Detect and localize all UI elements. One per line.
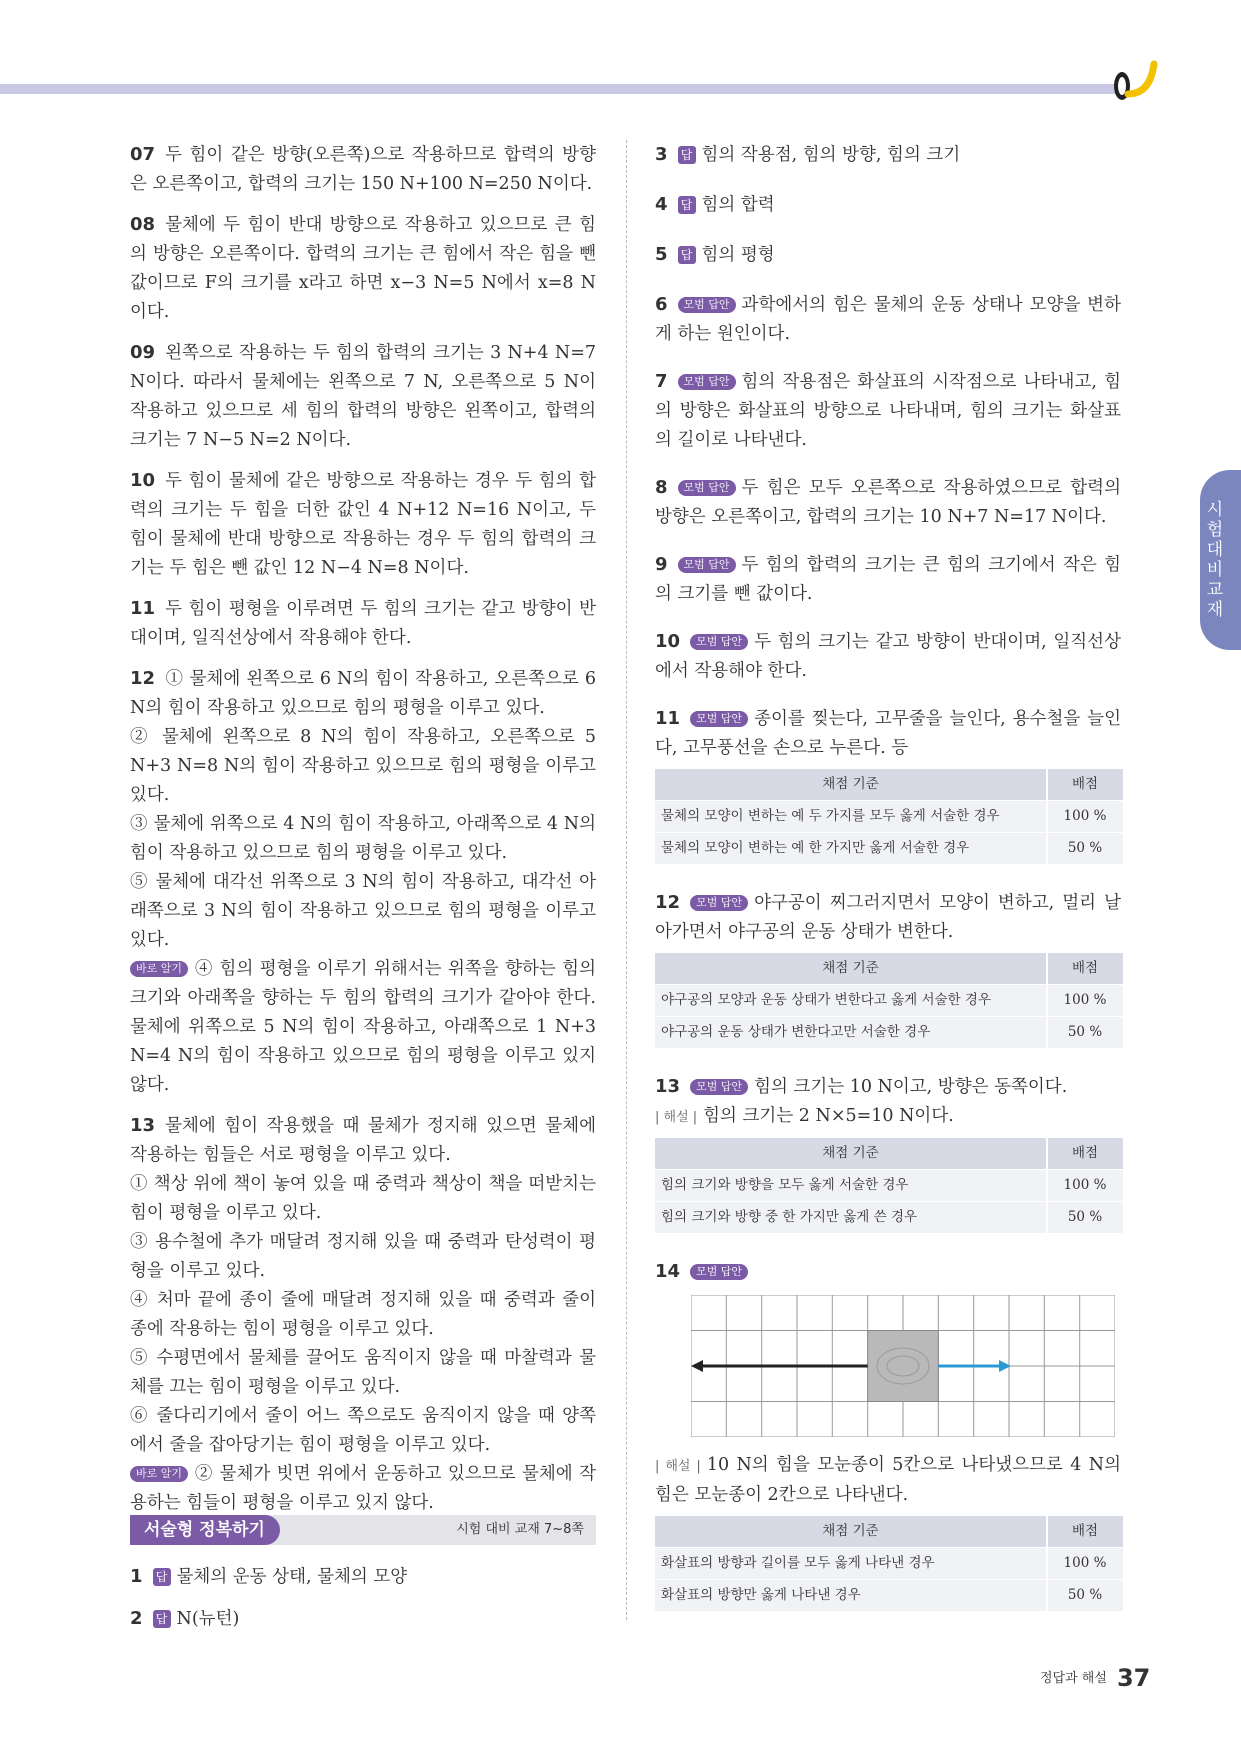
section-header [130, 1515, 596, 1545]
column-divider [626, 140, 627, 1620]
answer-13-right: 13 모범 답안 힘의 크기는 10 N이고, 방향은 동쪽이다. | 해설 | 힘의 크기는 2 N×5=10 N이다. [655, 1076, 1068, 1126]
answer-07: 07 두 힘이 같은 방향(오른쪽)으로 작용하므로 합력의 방향은 오른쪽이고, 합력의 크기는 150 N+100 N=250 N이다. [130, 144, 596, 194]
header-bar [0, 84, 1118, 94]
seosul-answers [130, 1562, 596, 1634]
scoring-table: 채점 기준 배점 물체의 모양이 변하는 예 두 가지를 모두 옳게 서술한 경우 100 % 물체의 모양이 변하는 예 한 가지만 옳게 서술한 경우 50 % [655, 769, 1123, 864]
seosul-answer-2: 2 답 N(뉴턴) [130, 1608, 240, 1629]
answer-5: 5 답 힘의 평형 [655, 244, 775, 265]
answer-9: 9 모범 답안 두 힘의 합력의 크기는 큰 힘의 크기에서 작은 힘의 크기를 뺀 값이다. [655, 554, 1121, 604]
left-column [130, 140, 596, 1529]
table-row: 힘의 크기와 방향을 모두 옳게 서술한 경우 100 % [655, 1170, 1123, 1202]
answer-7: 7 모범 답안 힘의 작용점은 화살표의 시작점으로 나타내고, 힘의 방향은 화살표의 방향으로 나타내며, 힘의 크기는 화살표의 길이로 나타낸다. [655, 371, 1121, 450]
correction-badge: 바로 알기 [130, 1466, 188, 1482]
answer-14-explanation: | 해설 | 10 N의 힘을 모눈종이 5칸으로 나타냈으므로 4 N의 힘은 모눈종이 2칸으로 나타낸다. [655, 1455, 1122, 1505]
answer-11-right: 11 모범 답안 종이를 찢는다, 고무줄을 늘인다, 용수철을 늘인다, 고무풍선을 손으로 누른다. 등 [655, 708, 1121, 758]
answer-14-right: 14 모범 답안 [655, 1257, 1121, 1287]
right-column [655, 140, 1121, 1635]
page-footer [1040, 1664, 1150, 1692]
scoring-table: 채점 기준 배점 힘의 크기와 방향을 모두 옳게 서술한 경우 100 % 힘의 크기와 방향 중 한 가지만 옳게 쓴 경우 50 % [655, 1138, 1123, 1233]
table-row: 화살표의 방향만 옳게 나타낸 경우 50 % [655, 1580, 1123, 1612]
page-number: 37 [1116, 1664, 1151, 1692]
table-row: 야구공의 모양과 운동 상태가 변한다고 옳게 서술한 경우 100 % [655, 985, 1123, 1017]
force-arrow-diagram [691, 1295, 1115, 1437]
answer-3: 3 답 힘의 작용점, 힘의 방향, 힘의 크기 [655, 144, 961, 165]
table-row: 물체의 모양이 변하는 예 한 가지만 옳게 서술한 경우 50 % [655, 833, 1123, 865]
answer-6: 6 모범 답안 과학에서의 힘은 물체의 운동 상태나 모양을 변하게 하는 원인이다. [655, 294, 1121, 344]
logo-icon [1110, 58, 1170, 108]
section-reference: 시험 대비 교재 7~8쪽 [456, 1522, 584, 1537]
table-row: 야구공의 운동 상태가 변한다고만 서술한 경우 50 % [655, 1017, 1123, 1049]
answer-12: 12 ① 물체에 왼쪽으로 6 N의 힘이 작용하고, 오른쪽으로 6 N의 힘이 작용하고 있으므로 힘의 평형을 이루고 있다. ② 물체에 왼쪽으로 8 N의 힘이 작용하고, 오른쪽으로 5 N+3 N=8 N의 힘이 작용하고 있으므로 힘의 평형을 이루고 있다. ③ 물체에 위쪽으로 4 N의 힘이 작용하고, 아래쪽으로 4 N의 힘이 작용하고 있으므로 힘의 평형을 이루고 있다. ⑤ 물체에 대각선 위쪽으로 3 N의 힘이 작용하고, 대각선 아래쪽으로 3 N의 힘이 작용하고 있으므로 힘의 평형을 이루고 있다. 바로 알기 ④ 힘의 평형을 이루기 위해서는 위쪽을 향하는 힘의 크기와 아래쪽을 향하는 두 힘의 합력의 크기가 같아야 한다. 물체에 위쪽으로 5 N의 힘이 작용하고, 아래쪽으로 1 N+3 N=4 N의 힘이 작용하고 있으므로 힘의 평형을 이루고 있지 않다. [130, 668, 596, 1095]
correction-badge: 바로 알기 [130, 961, 188, 977]
section-title: 서술형 정복하기 [130, 1515, 280, 1545]
table-row: 물체의 모양이 변하는 예 두 가지를 모두 옳게 서술한 경우 100 % [655, 801, 1123, 833]
answer-10: 10 모범 답안 두 힘의 크기는 같고 방향이 반대이며, 일직선상에서 작용해야 한다. [655, 631, 1121, 681]
answer-11: 11 두 힘이 평형을 이루려면 두 힘의 크기는 같고 방향이 반대이며, 일직선상에서 작용해야 한다. [130, 598, 596, 648]
answer-10: 10 두 힘이 물체에 같은 방향으로 작용하는 경우 두 힘의 합력의 크기는 두 힘을 더한 값인 4 N+12 N=16 N이고, 두 힘이 물체에 반대 방향으로 작용하는 경우 두 힘의 합력의 크기는 두 힘은 뺀 값인 12 N−4 N=8 N이다. [130, 470, 596, 578]
wood-block [868, 1331, 939, 1402]
scoring-table: 채점 기준 배점 화살표의 방향과 길이를 모두 옳게 나타낸 경우 100 % 화살표의 방향만 옳게 나타낸 경우 50 % [655, 1516, 1123, 1611]
answer-08: 08 물체에 두 힘이 반대 방향으로 작용하고 있으므로 큰 힘의 방향은 오른쪽이다. 합력의 크기는 큰 힘에서 작은 힘을 뺀 값이므로 F의 크기를 x라고 하면 x−3 N=5 N에서 x=8 N이다. [130, 214, 596, 322]
answer-12-right: 12 모범 답안 야구공이 찌그러지면서 모양이 변하고, 멀리 날아가면서 야구공의 운동 상태가 변한다. [655, 892, 1121, 942]
seosul-answer-1: 1 답 물체의 운동 상태, 물체의 모양 [130, 1566, 408, 1587]
answer-09: 09 왼쪽으로 작용하는 두 힘의 합력의 크기는 3 N+4 N=7 N이다. 따라서 물체에는 왼쪽으로 7 N, 오른쪽으로 5 N이 작용하고 있으므로 세 힘의 합력의 방향은 왼쪽이고, 합력의 크기는 7 N−5 N=2 N이다. [130, 342, 596, 450]
answer-8: 8 모범 답안 두 힘은 모두 오른쪽으로 작용하였으므로 합력의 방향은 오른쪽이고, 합력의 크기는 10 N+7 N=17 N이다. [655, 477, 1121, 527]
answer-4: 4 답 힘의 합력 [655, 194, 775, 215]
table-row: 화살표의 방향과 길이를 모두 옳게 나타낸 경우 100 % [655, 1548, 1123, 1580]
scoring-table: 채점 기준 배점 야구공의 모양과 운동 상태가 변한다고 옳게 서술한 경우 100 % 야구공의 운동 상태가 변한다고만 서술한 경우 50 % [655, 953, 1123, 1048]
table-row: 힘의 크기와 방향 중 한 가지만 옳게 쓴 경우 50 % [655, 1202, 1123, 1234]
side-tab-label: 시 험 대 비 교 재 [1206, 500, 1224, 620]
footer-label: 정답과 해설 [1040, 1671, 1107, 1686]
answer-13: 13 물체에 힘이 작용했을 때 물체가 정지해 있으면 물체에 작용하는 힘들은 서로 평형을 이루고 있다. ① 책상 위에 책이 놓여 있을 때 중력과 책상이 책을 떠받치는 힘이 평형을 이루고 있다. ③ 용수철에 추가 매달려 정지해 있을 때 중력과 탄성력이 평형을 이루고 있다. ④ 처마 끝에 종이 줄에 매달려 정지해 있을 때 중력과 줄이 종에 작용하는 힘이 평형을 이루고 있다. ⑤ 수평면에서 물체를 끌어도 움직이지 않을 때 마찰력과 물체를 끄는 힘이 평형을 이루고 있다. ⑥ 줄다리기에서 줄이 어느 쪽으로도 움직이지 않을 때 양쪽에서 줄을 잡아당기는 힘이 평형을 이루고 있다. 바로 알기 ② 물체가 빗면 위에서 운동하고 있으므로 물체에 작용하는 힘들이 평형을 이루고 있지 않다. [130, 1115, 596, 1513]
